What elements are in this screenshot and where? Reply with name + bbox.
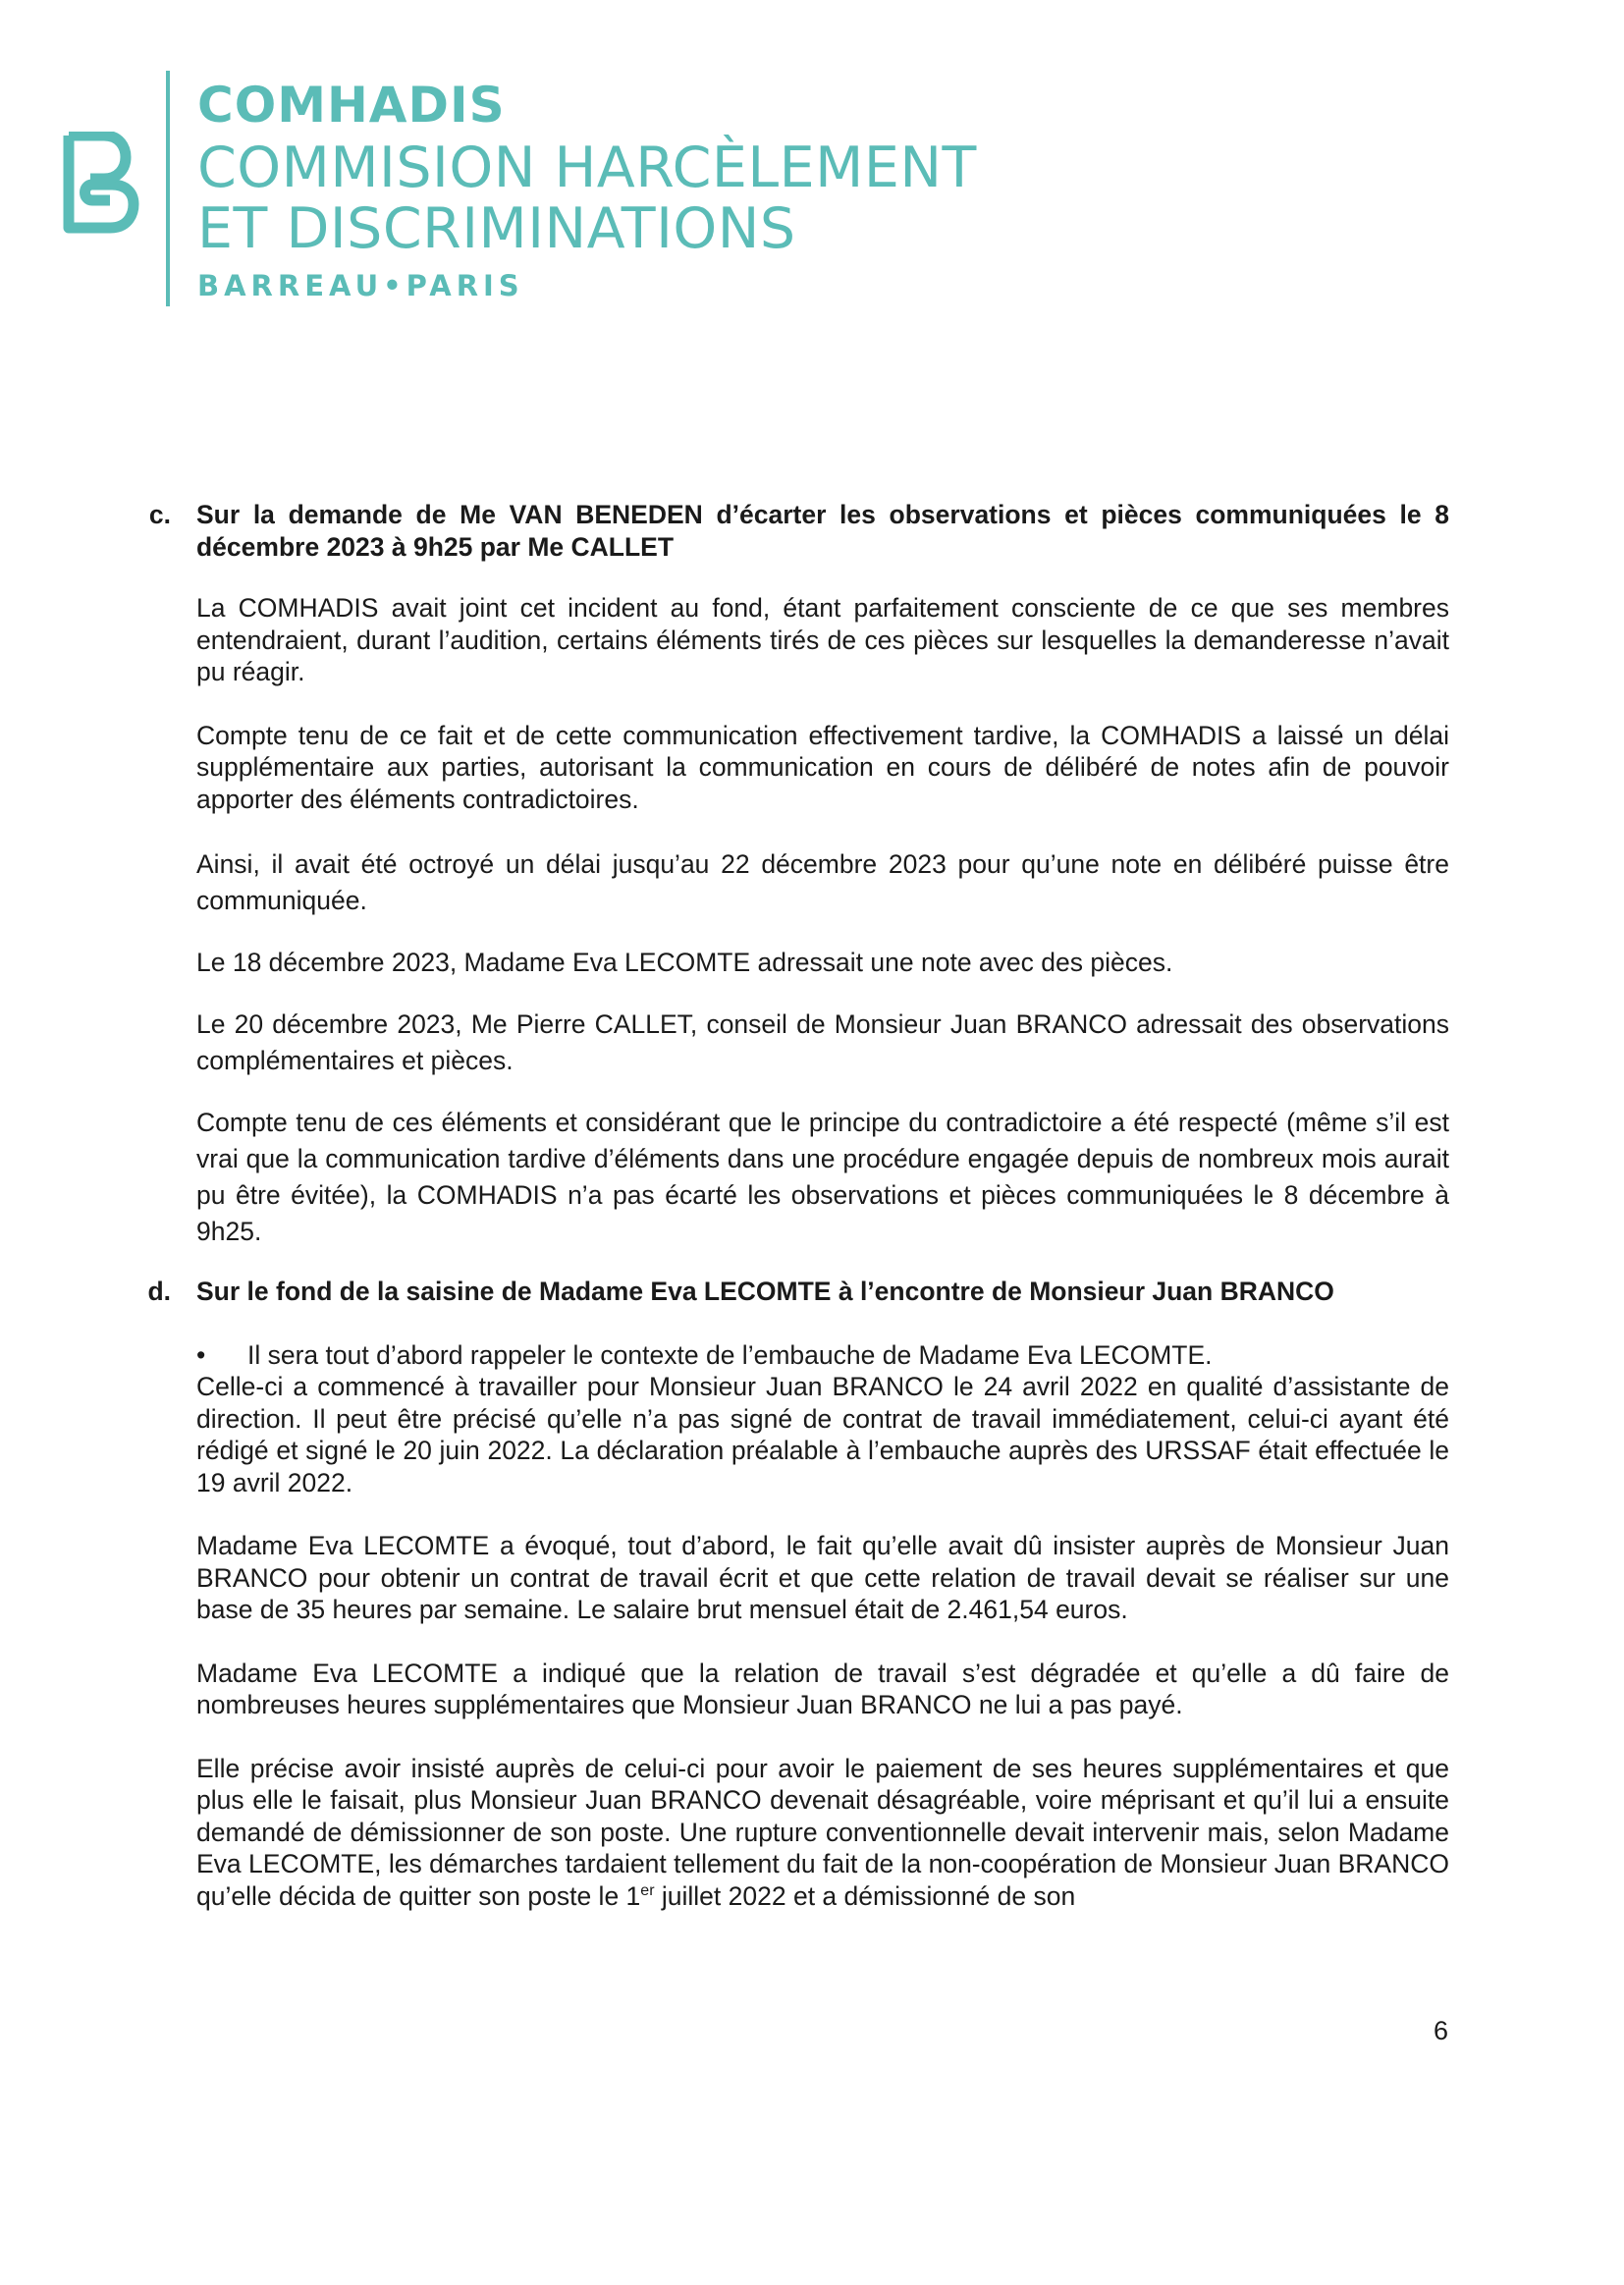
paragraph: La COMHADIS avait joint cet incident au fond, étant parfaitement consciente de ce que ses membres entendraient, durant l’audition, certains éléments tirés de ces pièces sur lesquelles la demanderesse n’avait pu réagir. xyxy=(196,593,1449,686)
section-c-letter: c. xyxy=(148,500,171,529)
org-subtitle-line1: COMMISION HARCÈLEMENT xyxy=(197,136,977,200)
section-d-heading xyxy=(0,1276,1449,1308)
paragraph: Compte tenu de ces éléments et considérant que le principe du contradictoire a été respecté (même s’il est vrai que la communication tardive d’éléments dans une procédure engagée depuis de nombreux mois aurait pu être évitée), la COMHADIS n’a pas écarté les observations et pièces communiquées le 8 décembre à 9h25. xyxy=(196,1108,1449,1246)
paragraph: Compte tenu de ce fait et de cette communication effectivement tardive, la COMHADIS a laissé un délai supplémentaire aux parties, autorisant la communication en cours de délibéré de notes afin de pouvoir apporter des éléments contradictoires. xyxy=(196,720,1449,814)
paragraph-text-end: juillet 2022 et a démissionné de son xyxy=(654,1880,1076,1911)
bullet-text: Il sera tout d’abord rappeler le contexte de l’embauche de Madame Eva LECOMTE. xyxy=(247,1339,1213,1370)
section-d-letter: d. xyxy=(147,1277,171,1306)
bullet-item xyxy=(196,1339,1449,1372)
org-name: COMHADIS xyxy=(197,77,506,134)
paragraph: Le 20 décembre 2023, Me Pierre CALLET, conseil de Monsieur Juan BRANCO adressait des observations complémentaires et pièces. xyxy=(196,1009,1449,1075)
page-number: 6 xyxy=(1434,2016,1449,2045)
bp-monogram-icon xyxy=(61,132,139,234)
bullet-marker: • xyxy=(196,1339,206,1370)
section-c-title: Sur la demande de Me VAN BENEDEN d’écarter les observations et pièces communiquées le 8 décembre 2023 à 9h25 par Me CALLET xyxy=(196,500,1449,562)
section-c-heading xyxy=(0,499,1449,563)
org-subtitle-line2: ET DISCRIMINATIONS xyxy=(197,196,796,261)
document-body xyxy=(147,499,1449,1912)
paragraph: Madame Eva LECOMTE a évoqué, tout d’abord, le fait qu’elle avait dû insister auprès de Monsieur Juan BRANCO pour obtenir un contrat de travail écrit et que cette relation de travail devait se réaliser sur une base de 35 heures par semaine. Le salaire brut mensuel était de 2.461,54 euros. xyxy=(196,1531,1449,1624)
section-d-title: Sur le fond de la saisine de Madame Eva LECOMTE à l’encontre de Monsieur Juan BRANCO xyxy=(196,1277,1334,1306)
paragraph-text: Elle précise avoir insisté auprès de celui-ci pour avoir le paiement de ses heures supplémentaires et que plus elle le faisait, plus Monsieur Juan BRANCO devenait désagréable, voire méprisant et qu’il lui a ensuite demandé de démissionner de son poste. Une rupture conventionnelle devait intervenir mais, selon Madame Eva LECOMTE, les démarches tardaient tellement du fait de la non-coopération de Monsieur Juan BRANCO qu’elle décida de quitter son poste le 1 xyxy=(196,1753,1449,1911)
paragraph-last xyxy=(196,1753,1449,1913)
ordinal-superscript: er xyxy=(640,1881,655,1899)
paragraph: Ainsi, il avait été octroyé un délai jusqu’au 22 décembre 2023 pour qu’une note en délibéré puisse être communiquée. xyxy=(196,849,1449,915)
org-bar-paris: BARREAU•PARIS xyxy=(197,269,524,302)
letterhead-divider xyxy=(166,71,170,306)
paragraph: Celle-ci a commencé à travailler pour Monsieur Juan BRANCO le 24 avril 2022 en qualité d’assistante de direction. Il peut être précisé qu’elle n’a pas signé de contrat de travail immédiatement, celui-ci ayant été rédigé et signé le 20 juin 2022. La déclaration préalable à l’embauche auprès des URSSAF était effectuée le 19 avril 2022. xyxy=(196,1372,1449,1497)
paragraph: Madame Eva LECOMTE a indiqué que la relation de travail s’est dégradée et qu’elle a dû faire de nombreuses heures supplémentaires que Monsieur Juan BRANCO ne lui a pas payé. xyxy=(196,1658,1449,1719)
paragraph: Le 18 décembre 2023, Madame Eva LECOMTE adressait une note avec des pièces. xyxy=(196,948,1173,977)
